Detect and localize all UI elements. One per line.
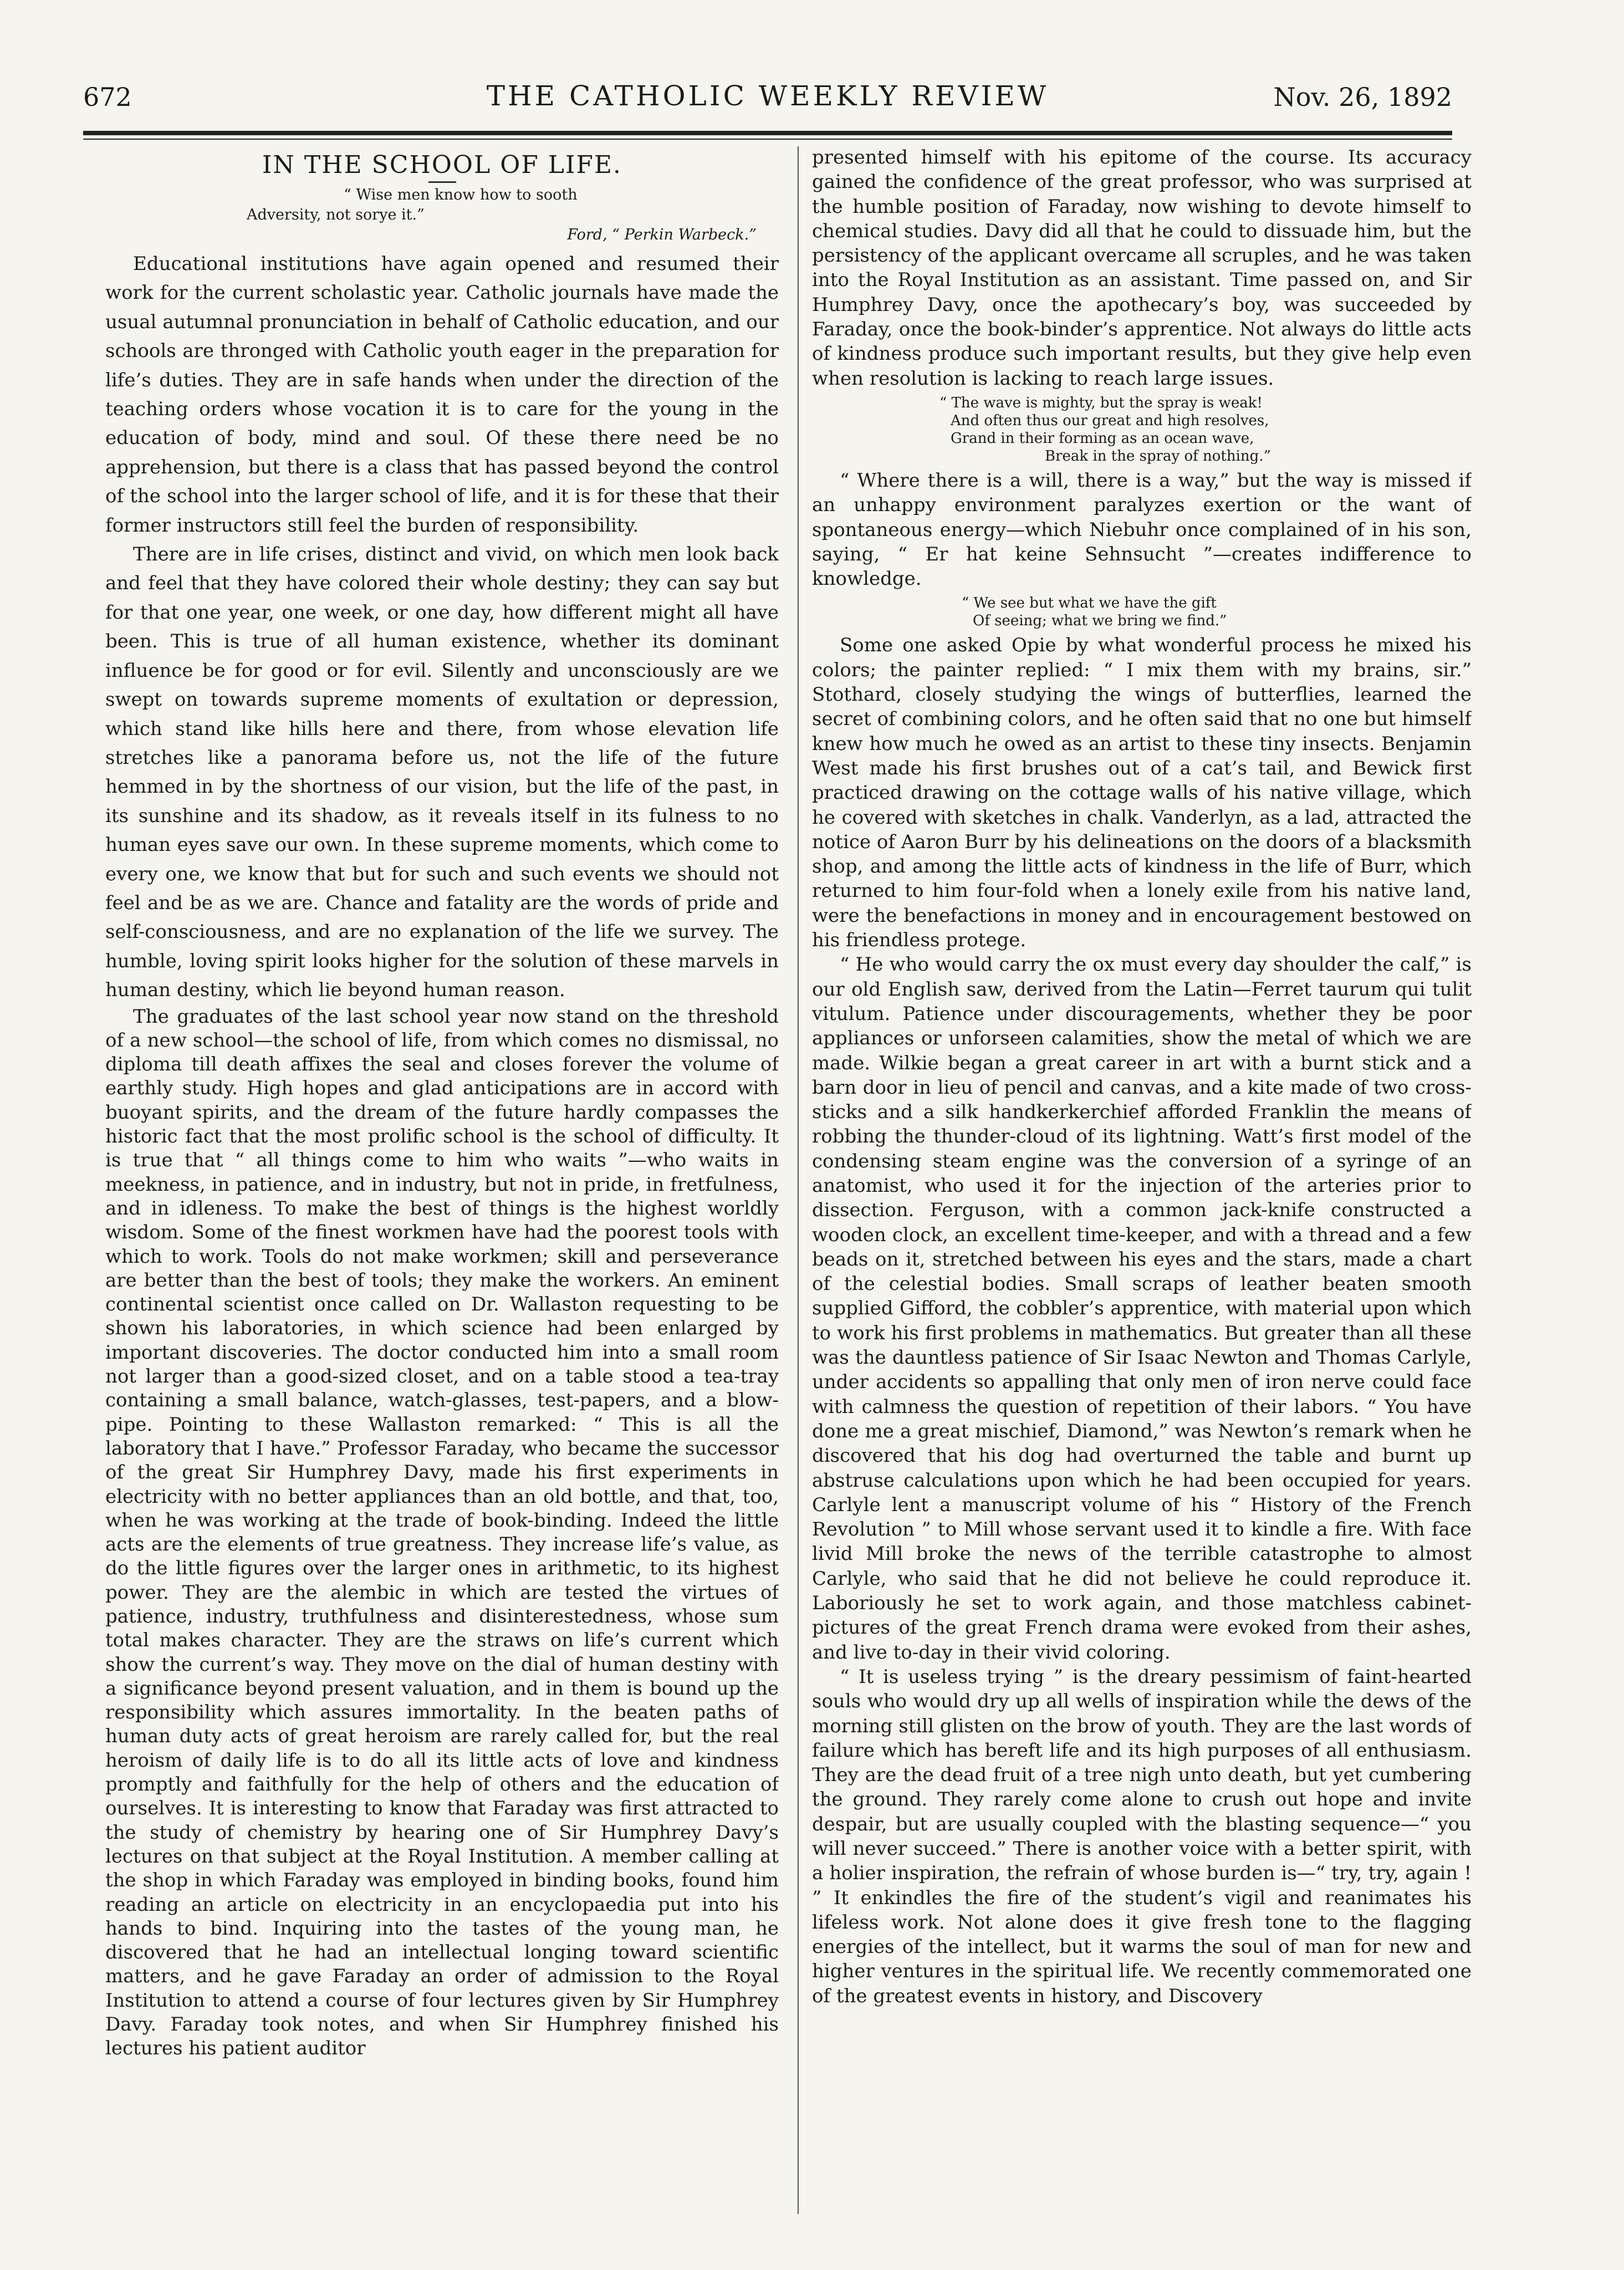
epigraph-citation: Ford, “ Perkin Warbeck.” <box>567 226 757 243</box>
article-title: IN THE SCHOOL OF LIFE. <box>262 151 622 179</box>
epigraph <box>105 185 779 245</box>
epigraph-line: “ Wise men know how to sooth <box>344 186 578 203</box>
verse-line: Of seeing; what we bring we find.” <box>973 613 1227 630</box>
epigraph-line: Adversity, not sorye it.” <box>247 206 425 223</box>
title-dash <box>428 181 456 183</box>
verse-line: And often thus our great and high resolves, <box>951 412 1269 429</box>
body-paragraph: There are in life crises, distinct and vivid, on which men look back and feel that they have colored their whole destiny; they can say but for that one year, one week, or one day, how different might all have been. This is true of all human existence, whether its dominant influence be for good or for evil. Silently and unconsciously are we swept on towards supreme moments of exultation or depression, which stand like hills here and there, from whose elevation life stretches like a panorama before us, not the life of the future hemmed in by the shortness of our vision, but the life of the past, in its sunshine and its shadow, as it reveals itself in its fulness to no human eyes save our own. In these supreme moments, which come to every one, we know that but for such and such events we should not feel and be as we are. Chance and fatality are the words of pride and self-consciousness, and are no explanation of the life we survey. The humble, loving spirit looks higher for the solution of these marvels in human destiny, which lie beyond human reason. <box>105 543 779 1002</box>
body-paragraph: presented himself with his epitome of the course. Its accuracy gained the confidence of the great professor, who was surprised at the humble position of Faraday, now wishing to devote himself to chemical studies. Davy did all that he could to dissuade him, but the persistency of the applicant overcame all scruples, and he was taken into the Royal Institution as an assistant. Time passed on, and Sir Humphrey Davy, once the apothecary’s boy, was succeeded by Faraday, once the book-binder’s apprentice. Not always do little acts of kindness produce such important results, but they give help even when resolution is lacking to reach large issues. <box>812 146 1472 390</box>
verse-line: Break in the spray of nothing.” <box>1045 447 1271 465</box>
body-paragraph: “ He who would carry the ox must every day shoulder the calf,” is our old English saw, derived from the Latin—Ferret taurum qui tulit vitulum. Patience under discouragements, whether they be poor appliances or unforseen calamities, show the metal of which we are made. Wilkie began a great career in art with a burnt stick and a barn door in lieu of pencil and canvas, and a kite made of two cross-sticks and a silk handkerkerchief afforded Franklin the means of robbing the thunder-cloud of its lightning. Watt’s first model of the condensing steam engine was the conversion of a syringe of an anatomist, who used it for the injection of the arteries prior to dissection. Ferguson, with a common jack-knife constructed a wooden clock, an excellent time-keeper, and with a thread and a few beads on it, stretched between his eyes and the stars, made a chart of the celestial bodies. Small scraps of leather beaten smooth supplied Gifford, the cobbler’s apprentice, with material upon which to work his first problems in mathematics. But greater than all these was the dauntless patience of Sir Isaac Newton and Thomas Carlyle, under accidents so appalling that only men of iron nerve could face with calmness the question of repetition of their labors. “ You have done me a great mischief, Diamond,” was Newton’s remark when he discovered that his dog had overturned the table and burnt up abstruse calculations upon which he had been occupied for years. Carlyle lent a manuscript volume of his “ History of the French Revolution ” to Mill whose servant used it to kindle a fire. With face livid Mill broke the news of the terrible catastrophe to almost Carlyle, who said that he did not believe he could reproduce it. Laboriously he set to work again, and those matchless cabinet-pictures of the great French drama were evoked from their ashes, and live to-day in their vivid coloring. <box>812 953 1472 1664</box>
verse-line: Grand in their forming as an ocean wave, <box>951 430 1254 447</box>
issue-date: Nov. 26, 1892 <box>1273 82 1452 112</box>
header-rule-thin <box>83 139 1452 140</box>
page-number: 672 <box>83 82 132 112</box>
body-paragraph: “ It is useless trying ” is the dreary pessimism of faint-hearted souls who would dry up all wells of inspiration while the dews of the morning still glisten on the brow of youth. They are the last words of failure which has bereft life and its high purposes of all enthusiasm. They are the dead fruit of a tree nigh unto death, but yet cumbering the ground. They rarely come alone to crush out hope and invite despair, but are usually coupled with the blasting sequence—“ you will never succeed.” There is another voice with a better spirit, with a holier inspiration, the refrain of whose burden is—“ try, try, again ! ” It enkindles the fire of the student’s vigil and reanimates his lifeless work. Not alone does it give fresh tone to the flagging energies of the intellect, but it warms the soul of man for new and higher ventures in the spiritual life. We recently commemorated one of the greatest events in history, and Discovery <box>812 1665 1472 2007</box>
verse-quotation <box>812 594 1472 630</box>
left-column <box>105 145 779 2216</box>
page-header <box>83 78 1452 129</box>
body-paragraph: Educational institutions have again opened and resumed their work for the current scholastic year. Catholic journals have made the usual autumnal pronunciation in behalf of Catholic education, and our schools are thronged with Catholic youth eager in the preparation for life’s duties. They are in safe hands when under the direction of the teaching orders whose vocation it is to care for the young in the education of body, mind and soul. Of these there need be no apprehension, but there is a class that has passed beyond the control of the school into the larger school of life, and it is for these that their former instructors still feel the burden of responsibility. <box>105 253 779 537</box>
verse-line: “ We see but what we have the gift <box>962 595 1217 612</box>
journal-title: THE CATHOLIC WEEKLY REVIEW <box>486 80 1049 112</box>
body-paragraph: Some one asked Opie by what wonderful process he mixed his colors; the painter replied: “ I mix them with my brains, sir.” Stothard, closely studying the wings of butterflies, learned the secret of combining colors, and he often said that no one but himself knew how much he owed as an artist to these tiny insects. Benjamin West made his first brushes out of a cat’s tail, and Bewick first practiced drawing on the cottage walls of his native village, which he covered with sketches in chalk. Vanderlyn, as a lad, attracted the notice of Aaron Burr by his delineations on the doors of a blacksmith shop, and among the little acts of kindness in the life of Burr, which returned to him four-fold when a lonely exile from his native land, were the benefactions in money and in encouragement bestowed on his friendless protege. <box>812 634 1472 952</box>
body-paragraph: The graduates of the last school year now stand on the threshold of a new school—the school of life, from which comes no dismissal, no diploma till death affixes the seal and closes forever the volume of earthly study. High hopes and glad anticipations are in accord with buoyant spirits, and the dream of the future hardly compasses the historic fact that the most prolific school is the school of difficulty. It is true that “ all things come to him who waits ”—who waits in meekness, in patience, and in industry, but not in pride, in fretfulness, and in idleness. To make the best of things is the highest worldly wisdom. Some of the finest workmen have had the poorest tools with which to work. Tools do not make workmen; skill and perseverance are better than the best of tools; they make the workers. An eminent continental scientist once called on Dr. Wallaston requesting to be shown his laboratories, in which science had been enlarged by important discoveries. The doctor conducted him into a small room not larger than a good-sized closet, and on a table stood a tea-tray containing a small balance, watch-glasses, test-papers, and a blow-pipe. Pointing to these Wallaston remarked: “ This is all the laboratory that I have.” Professor Faraday, who became the successor of the great Sir Humphrey Davy, made his first experiments in electricity with no better appliances than an old bottle, and that, too, when he was working at the trade of book-binding. Indeed the little acts are the elements of true greatness. They increase life’s value, as do the little figures over the larger ones in arithmetic, to its highest power. They are the alembic in which are tested the virtues of patience, industry, truthfulness and disinterestedness, whose sum total makes character. They are the straws on life’s current which show the current’s way. They move on the dial of human destiny with a significance beyond present valuation, and in them is bound up the responsibility which assures immortality. In the beaten paths of human duty acts of great heroism are rarely called for, but the real heroism of daily life is to do all its little acts of love and kindness promptly and faithfully for the help of others and the education of ourselves. It is interesting to know that Faraday was first attracted to the study of chemistry by hearing one of Sir Humphrey Davy’s lectures on that subject at the Royal Institution. A member calling at the shop in which Faraday was employed in binding books, found him reading an article on electricity in an encyclopaedia put into his hands to bind. Inquiring into the tastes of the young man, he discovered that he had an intellectual longing toward scientific matters, and he gave Faraday an order of admission to the Royal Institution to attend a course of four lectures given by Sir Humphrey Davy. Faraday took notes, and when Sir Humphrey finished his lectures his patient auditor <box>105 1005 779 2060</box>
column-divider <box>798 146 799 2214</box>
right-column <box>812 145 1472 2216</box>
body-paragraph: “ Where there is a will, there is a way,” but the way is missed if an unhappy environment paralyzes exertion or the want of spontaneous energy—which Niebuhr once complained of in his son, saying, “ Er hat keine Sehnsucht ”—creates indifference to knowledge. <box>812 469 1472 590</box>
header-rule-thick <box>83 131 1452 135</box>
verse-quotation <box>812 394 1472 465</box>
verse-line: “ The wave is mighty, but the spray is weak! <box>939 394 1263 411</box>
